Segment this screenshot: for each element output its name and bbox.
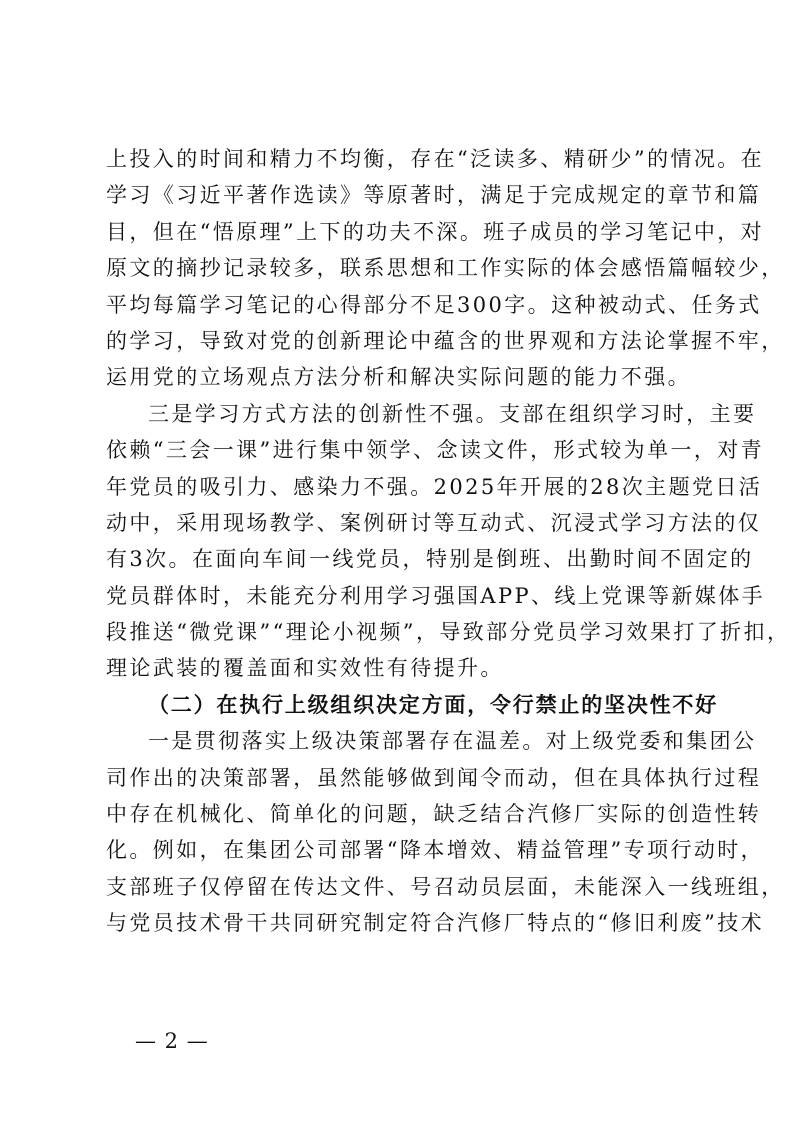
- text-line: 目，但在“悟原理”上下的功夫不深。班子成员的学习笔记中，对: [106, 219, 765, 244]
- paragraph-start-line: 三是学习方式方法的创新性不强。支部在组织学习时，主要: [148, 401, 757, 426]
- text-line: 原文的摘抄记录较多，联系思想和工作实际的体会感悟篇幅较少，: [106, 256, 785, 281]
- page-number: — 2 —: [135, 1029, 209, 1053]
- text-line: 上投入的时间和精力不均衡，存在“泛读多、精研少”的情况。在: [106, 147, 765, 171]
- text-line: 与党员技术骨干共同研究制定符合汽修厂特点的“修旧利废”技术: [106, 911, 765, 936]
- text-line: 支部班子仅停留在传达文件、号召动员层面，未能深入一线班组，: [106, 874, 785, 899]
- text-line: 化。例如，在集团公司部署“降本增效、精益管理”专项行动时，: [106, 838, 765, 863]
- text-line: 运用党的立场观点方法分析和解决实际问题的能力不强。: [106, 365, 691, 390]
- text-line: 学习《习近平著作选读》等原著时，满足于完成规定的章节和篇: [106, 183, 762, 208]
- section-heading: （二）在执行上级组织决定方面，令行禁止的坚决性不好: [148, 691, 718, 717]
- text-line: 有3次。在面向车间一线党员，特别是倒班、出勤时间不固定的: [106, 547, 754, 572]
- text-line: 中存在机械化、简单化的问题，缺乏结合汽修厂实际的创造性转: [106, 802, 762, 827]
- text-line: 的学习，导致对党的创新理论中蕴含的世界观和方法论掌握不牢，: [106, 328, 785, 353]
- text-line: 依赖“三会一课”进行集中领学、念读文件，形式较为单一，对青: [106, 438, 765, 463]
- text-line: 动中，采用现场教学、案例研讨等互动式、沉浸式学习方法的仅: [106, 510, 762, 535]
- text-line: 司作出的决策部署，虽然能够做到闻令而动，但在具体执行过程: [106, 765, 762, 790]
- document-body: [106, 141, 791, 942]
- text-line: 年党员的吸引力、感染力不强。2025年开展的28次主题党日活: [106, 474, 763, 499]
- text-line: 段推送“微党课”“理论小视频”，导致部分党员学习效果打了折扣，: [106, 620, 791, 645]
- paragraph-start-line: 一是贯彻落实上级决策部署存在温差。对上级党委和集团公: [148, 729, 757, 754]
- text-line: 理论武装的覆盖面和实效性有待提升。: [106, 656, 504, 681]
- text-line: 平均每篇学习笔记的心得部分不足300字。这种被动式、任务式: [106, 292, 762, 317]
- text-line: 党员群体时，未能充分利用学习强国APP、线上党课等新媒体手: [106, 583, 766, 608]
